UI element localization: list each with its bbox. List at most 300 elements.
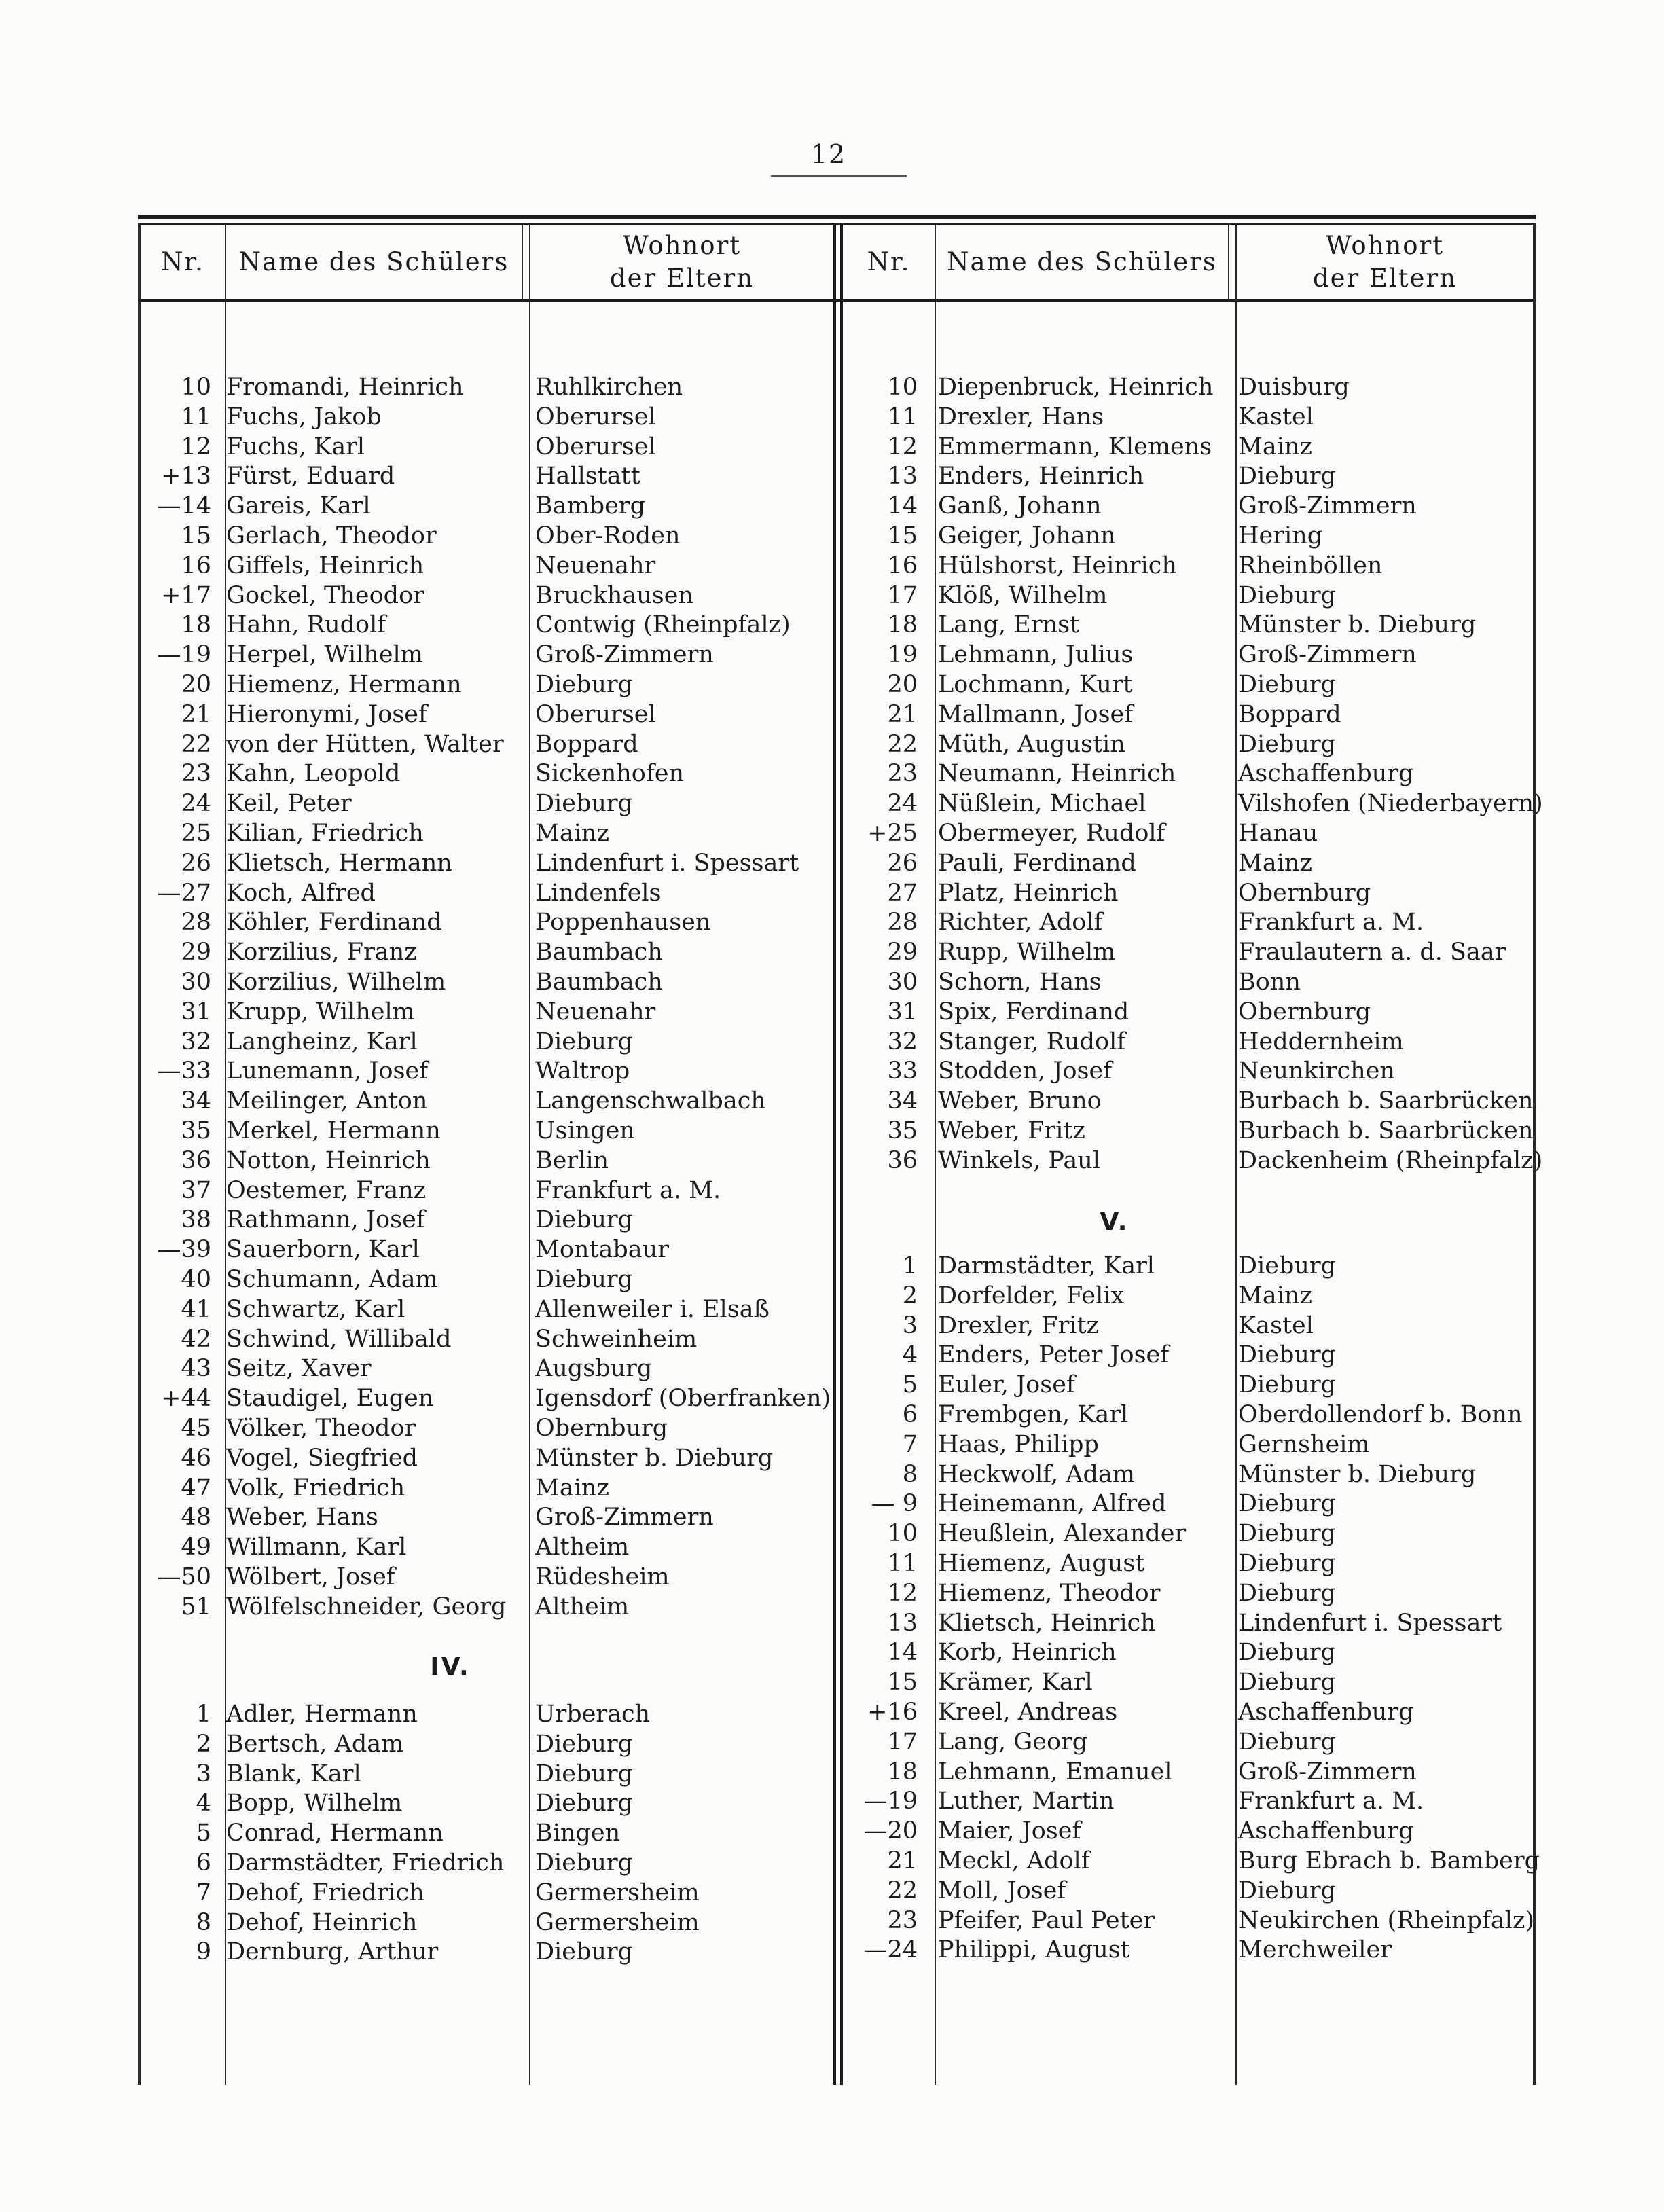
row-number: 32 (887, 1028, 918, 1055)
student-name: Vogel, Siegfried (226, 1444, 418, 1472)
table-row (843, 1667, 1536, 1697)
table-row (138, 1908, 831, 1938)
student-name: Schumann, Adam (226, 1266, 438, 1293)
row-number: +17 (161, 581, 211, 609)
table-row (138, 848, 831, 878)
parents-residence: Ober-Roden (535, 522, 681, 549)
row-number: —14 (157, 492, 211, 520)
student-name: Meilinger, Anton (226, 1087, 428, 1115)
student-name: Drexler, Hans (938, 403, 1104, 431)
row-number: 4 (902, 1341, 918, 1369)
row-number: 22 (887, 730, 918, 758)
table-row (843, 1906, 1536, 1936)
table-row (138, 1699, 831, 1729)
student-name: Korzilius, Franz (226, 939, 417, 966)
table-row (138, 1878, 831, 1908)
parents-residence: Burbach b. Saarbrücken (1238, 1087, 1534, 1115)
parents-residence: Gernsheim (1238, 1430, 1370, 1458)
student-name: Weber, Bruno (938, 1087, 1102, 1115)
table-row (138, 1532, 831, 1562)
student-name: Lehmann, Julius (938, 641, 1134, 669)
row-number: 37 (181, 1176, 211, 1204)
parents-residence: Dieburg (1238, 730, 1337, 758)
parents-residence: Dackenheim (Rheinpfalz) (1238, 1146, 1543, 1174)
parents-residence: Dieburg (1238, 671, 1337, 698)
parents-residence: Altheim (535, 1534, 630, 1561)
table-row (843, 521, 1536, 551)
table-row (138, 1788, 831, 1818)
student-name: Sauerborn, Karl (226, 1236, 420, 1264)
student-name: Seitz, Xaver (226, 1355, 372, 1383)
table-row (843, 640, 1536, 670)
table-row (138, 521, 831, 551)
student-name: Notton, Heinrich (226, 1146, 431, 1174)
row-number: 43 (181, 1355, 211, 1383)
table-row (843, 878, 1536, 908)
parents-residence: Waltrop (535, 1057, 630, 1085)
row-number: +44 (161, 1385, 211, 1413)
parents-residence: Obernburg (535, 1415, 668, 1442)
row-number: 30 (181, 968, 211, 996)
page-number: 12 (810, 139, 847, 169)
table-row (843, 1876, 1536, 1906)
table-row (138, 937, 831, 967)
parents-residence: Vilshofen (Niederbayern) (1238, 790, 1543, 818)
student-name: Krämer, Karl (938, 1669, 1093, 1697)
column-divider (1228, 223, 1229, 302)
row-number: 14 (887, 1639, 918, 1667)
row-number: 21 (181, 700, 211, 728)
parents-residence: Münster b. Dieburg (535, 1444, 774, 1472)
parents-residence: Germersheim (535, 1908, 700, 1936)
parents-residence: Baumbach (535, 939, 663, 966)
student-name: Stanger, Rudolf (938, 1028, 1126, 1055)
parents-residence: Dieburg (1238, 1371, 1337, 1399)
row-number: 35 (887, 1117, 918, 1144)
table-row (138, 581, 831, 611)
row-number: 33 (887, 1057, 918, 1085)
row-number: 6 (902, 1401, 918, 1428)
table-row (138, 1443, 831, 1473)
table-row (843, 1757, 1536, 1787)
parents-residence: Hallstatt (535, 463, 640, 490)
table-row (138, 1848, 831, 1878)
table-row (843, 1637, 1536, 1667)
student-name: Dehof, Heinrich (226, 1908, 418, 1936)
table-row (843, 1400, 1536, 1430)
row-number: 31 (887, 998, 918, 1026)
student-name: Lochmann, Kurt (938, 671, 1133, 698)
table-row (843, 610, 1536, 640)
parents-residence: Groß-Zimmern (1238, 492, 1417, 520)
parents-residence: Kastel (1238, 403, 1314, 431)
table-row (138, 402, 831, 432)
student-name: Neumann, Heinrich (938, 760, 1176, 788)
parents-residence: Neuenahr (535, 551, 656, 579)
table-row (138, 1205, 831, 1235)
student-name: Geiger, Johann (938, 522, 1116, 549)
student-name: Kahn, Leopold (226, 760, 401, 788)
student-name: Meckl, Adolf (938, 1847, 1090, 1874)
row-number: 12 (887, 1579, 918, 1607)
student-name: Weber, Hans (226, 1504, 378, 1531)
student-name: Herpel, Wilhelm (226, 641, 423, 669)
row-number: +13 (161, 463, 211, 490)
parents-residence: Bruckhausen (535, 581, 693, 609)
row-number: 14 (887, 492, 918, 520)
parents-residence: Kastel (1238, 1311, 1314, 1339)
parents-residence: Mainz (1238, 1282, 1312, 1309)
table-row (138, 729, 831, 759)
student-name: Emmermann, Klemens (938, 433, 1212, 460)
row-number: 42 (181, 1325, 211, 1353)
table-row (843, 907, 1536, 937)
student-name: Oestemer, Franz (226, 1176, 427, 1204)
student-name: Obermeyer, Rudolf (938, 820, 1165, 847)
parents-residence: Poppenhausen (535, 909, 711, 937)
parents-residence: Augsburg (535, 1355, 653, 1383)
student-name: Darmstädter, Karl (938, 1252, 1155, 1280)
parents-residence: Contwig (Rheinpfalz) (535, 611, 791, 639)
row-number: 7 (196, 1879, 211, 1906)
row-number: 8 (196, 1908, 211, 1936)
student-name: Stodden, Josef (938, 1057, 1113, 1085)
row-number: 17 (887, 1728, 918, 1756)
table-row (138, 818, 831, 848)
parents-residence: Münster b. Dieburg (1238, 611, 1477, 639)
table-row (138, 461, 831, 491)
student-name: Giffels, Heinrich (226, 551, 424, 579)
student-name: Völker, Theodor (226, 1415, 416, 1442)
parents-residence: Mainz (1238, 849, 1312, 877)
row-number: 2 (196, 1730, 211, 1758)
student-name: Bertsch, Adam (226, 1730, 404, 1758)
row-number: 4 (196, 1790, 211, 1817)
parents-residence: Duisburg (1238, 374, 1350, 401)
row-number: 32 (181, 1028, 211, 1055)
student-name: Weber, Fritz (938, 1117, 1085, 1144)
student-name: Maier, Josef (938, 1817, 1081, 1845)
row-number: 26 (181, 849, 211, 877)
row-number: 9 (196, 1938, 211, 1966)
row-number: —20 (863, 1817, 918, 1845)
row-number: 28 (887, 909, 918, 937)
student-name: Heußlein, Alexander (938, 1520, 1187, 1548)
table-row (138, 878, 831, 908)
parents-residence: Groß-Zimmern (535, 641, 714, 669)
table-row (843, 432, 1536, 462)
row-number: 11 (887, 403, 918, 431)
row-number: —50 (157, 1563, 211, 1591)
table-row (138, 1086, 831, 1116)
student-name: Kilian, Friedrich (226, 820, 424, 847)
row-number: 28 (181, 909, 211, 937)
table-row (138, 997, 831, 1027)
student-name: Nüßlein, Michael (938, 790, 1146, 818)
parents-residence: Burbach b. Saarbrücken (1238, 1117, 1534, 1144)
student-name: Hülshorst, Heinrich (938, 551, 1177, 579)
table-row (138, 1294, 831, 1324)
student-name: Euler, Josef (938, 1371, 1075, 1399)
student-name: Willmann, Karl (226, 1534, 407, 1561)
parents-residence: Langenschwalbach (535, 1087, 766, 1115)
parents-residence: Groß-Zimmern (535, 1504, 714, 1531)
student-name: Philippi, August (938, 1936, 1130, 1964)
student-name: Spix, Ferdinand (938, 998, 1129, 1026)
student-name: Diepenbruck, Heinrich (938, 374, 1214, 401)
student-name: Lang, Ernst (938, 611, 1080, 639)
table-row (843, 1727, 1536, 1757)
table-row (843, 848, 1536, 878)
row-number: 11 (181, 403, 211, 431)
header-name: Name des Schülers (947, 247, 1217, 276)
parents-residence: Montabaur (535, 1236, 669, 1264)
row-number: —27 (157, 879, 211, 907)
table-row (843, 670, 1536, 700)
row-number: 17 (887, 581, 918, 609)
row-number: —39 (157, 1236, 211, 1264)
parents-residence: Neukirchen (Rheinpfalz) (1238, 1906, 1535, 1934)
parents-residence: Lindenfels (535, 879, 662, 907)
student-name: Pfeifer, Paul Peter (938, 1906, 1155, 1934)
student-name: Klietsch, Hermann (226, 849, 452, 877)
table-row (843, 372, 1536, 402)
student-name: Dehof, Friedrich (226, 1879, 424, 1906)
parents-residence: Rheinböllen (1238, 551, 1383, 579)
row-number: 23 (887, 1906, 918, 1934)
table-row (843, 1311, 1536, 1341)
table-row (843, 1459, 1536, 1489)
table-row (138, 1116, 831, 1146)
student-name: Gockel, Theodor (226, 581, 424, 609)
student-name: Koch, Alfred (226, 879, 376, 907)
parents-residence: Neunkirchen (1238, 1057, 1395, 1085)
table-row (138, 491, 831, 521)
row-number: 29 (181, 939, 211, 966)
parents-residence: Obernburg (1238, 998, 1371, 1026)
table-row (138, 788, 831, 818)
parents-residence: Fraulautern a. d. Saar (1238, 939, 1506, 966)
parents-residence: Dieburg (1238, 1728, 1337, 1756)
parents-residence: Mainz (535, 1474, 609, 1502)
parents-residence: Dieburg (1238, 463, 1337, 490)
table-row (843, 1281, 1536, 1311)
table-row (138, 1759, 831, 1789)
parents-residence: Dieburg (1238, 1669, 1337, 1697)
student-name: Richter, Adolf (938, 909, 1103, 937)
student-name: Gareis, Karl (226, 492, 371, 520)
student-name: Fromandi, Heinrich (226, 374, 464, 401)
row-number: 31 (181, 998, 211, 1026)
table-row (138, 372, 831, 402)
parents-residence: Dieburg (1238, 1490, 1337, 1518)
parents-residence: Urberach (535, 1701, 651, 1728)
table-row (843, 1027, 1536, 1057)
parents-residence: Boppard (535, 730, 638, 758)
table-row (138, 640, 831, 670)
student-name: Darmstädter, Friedrich (226, 1849, 505, 1876)
row-number: 49 (181, 1534, 211, 1561)
row-number: 21 (887, 1847, 918, 1874)
row-number: 51 (181, 1593, 211, 1620)
table-row (843, 1846, 1540, 1876)
parents-residence: Bamberg (535, 492, 646, 520)
table-row (138, 1729, 831, 1759)
student-name: Haas, Philipp (938, 1430, 1099, 1458)
student-name: Korb, Heinrich (938, 1639, 1117, 1667)
parents-residence: Aschaffenburg (1238, 760, 1414, 788)
row-number: 34 (887, 1087, 918, 1115)
student-name: Schwartz, Karl (226, 1295, 405, 1323)
table-row (138, 1383, 831, 1413)
row-number: 16 (887, 551, 918, 579)
parents-residence: Ruhlkirchen (535, 374, 683, 401)
row-number: 12 (181, 433, 211, 460)
table-row (843, 1251, 1536, 1281)
row-number: 10 (181, 374, 211, 401)
student-name: Fuchs, Karl (226, 433, 365, 460)
student-name: Pauli, Ferdinand (938, 849, 1136, 877)
student-name: Klöß, Wilhelm (938, 581, 1108, 609)
header-residence: Wohnort der Eltern (609, 230, 755, 293)
row-number: 35 (181, 1117, 211, 1144)
table-row (843, 1056, 1536, 1086)
table-row (843, 788, 1543, 818)
row-number: 1 (902, 1252, 918, 1280)
table-row (138, 759, 831, 788)
row-number: 18 (887, 611, 918, 639)
parents-residence: Groß-Zimmern (1238, 641, 1417, 669)
parents-residence: Neuenahr (535, 998, 656, 1026)
student-name: Bopp, Wilhelm (226, 1790, 403, 1817)
student-name: Frembgen, Karl (938, 1401, 1129, 1428)
student-name: Luther, Martin (938, 1788, 1115, 1815)
row-number: 5 (902, 1371, 918, 1399)
student-name: Dorfelder, Felix (938, 1282, 1125, 1309)
student-name: Heinemann, Alfred (938, 1490, 1167, 1518)
student-name: Krupp, Wilhelm (226, 998, 415, 1026)
row-number: 26 (887, 849, 918, 877)
parents-residence: Obernburg (1238, 879, 1371, 907)
row-number: 38 (181, 1206, 211, 1234)
page-number-rule (771, 175, 907, 177)
student-name: Köhler, Ferdinand (226, 909, 442, 937)
parents-residence: Oberdollendorf b. Bonn (1238, 1401, 1523, 1428)
row-number: 6 (196, 1849, 211, 1876)
table-row (843, 1786, 1536, 1816)
row-number: 15 (887, 522, 918, 549)
table-row (843, 759, 1536, 788)
table-row (843, 997, 1536, 1027)
table-row (138, 551, 831, 581)
student-name: Rathmann, Josef (226, 1206, 425, 1234)
table-row (138, 1413, 831, 1443)
student-name: Schwind, Willibald (226, 1325, 452, 1353)
student-name: Langheinz, Karl (226, 1028, 418, 1055)
student-name: Müth, Augustin (938, 730, 1125, 758)
section-title: V. (1100, 1208, 1129, 1236)
row-number: 22 (887, 1876, 918, 1904)
table-row (843, 1370, 1536, 1400)
student-name: Enders, Peter Josef (938, 1341, 1170, 1369)
parents-residence: Dieburg (535, 671, 634, 698)
student-name: Hiemenz, Theodor (938, 1579, 1161, 1607)
parents-residence: Germersheim (535, 1879, 700, 1906)
student-name: Wölfelschneider, Georg (226, 1593, 507, 1620)
row-number: 13 (887, 463, 918, 490)
parents-residence: Burg Ebrach b. Bamberg (1238, 1847, 1540, 1874)
parents-residence: Igensdorf (Oberfranken) (535, 1385, 831, 1413)
parents-residence: Dieburg (1238, 1341, 1337, 1369)
row-number: 34 (181, 1087, 211, 1115)
header-nr: Nr. (867, 247, 911, 276)
table-row (843, 551, 1536, 581)
student-name: von der Hütten, Walter (226, 730, 504, 758)
student-name: Hiemenz, Hermann (226, 671, 462, 698)
parents-residence: Bingen (535, 1819, 621, 1847)
row-number: +16 (867, 1699, 918, 1726)
student-name: Klietsch, Heinrich (938, 1609, 1156, 1637)
row-number: 45 (181, 1415, 211, 1442)
student-name: Dernburg, Arthur (226, 1938, 439, 1966)
parents-residence: Frankfurt a. M. (1238, 909, 1424, 937)
row-number: 48 (181, 1504, 211, 1531)
table-row (138, 1937, 831, 1967)
row-number: 3 (196, 1760, 211, 1788)
student-name: Lang, Georg (938, 1728, 1088, 1756)
row-number: 30 (887, 968, 918, 996)
parents-residence: Dieburg (535, 1849, 634, 1876)
center-double-rule (833, 223, 836, 2085)
table-row (138, 1265, 831, 1294)
parents-residence: Dieburg (1238, 1252, 1337, 1280)
table-row (843, 491, 1536, 521)
parents-residence: Dieburg (535, 1760, 634, 1788)
table-row (138, 700, 831, 729)
table-row (138, 1473, 831, 1503)
student-name: Wölbert, Josef (226, 1563, 395, 1591)
table-row (138, 1176, 831, 1205)
table-row (138, 1354, 831, 1383)
row-number: 23 (181, 760, 211, 788)
row-number: 21 (887, 700, 918, 728)
table-row (138, 1818, 831, 1848)
table-row (138, 967, 831, 997)
parents-residence: Dieburg (535, 1938, 634, 1966)
row-number: —19 (157, 641, 211, 669)
parents-residence: Allenweiler i. Elsaß (535, 1295, 770, 1323)
row-number: 25 (181, 820, 211, 847)
student-name: Schorn, Hans (938, 968, 1102, 996)
table-row (138, 610, 831, 640)
row-number: 36 (887, 1146, 918, 1174)
parents-residence: Altheim (535, 1593, 630, 1620)
student-name: Conrad, Hermann (226, 1819, 444, 1847)
parents-residence: Groß-Zimmern (1238, 1758, 1417, 1785)
header-name: Name des Schülers (238, 247, 509, 276)
student-name: Gerlach, Theodor (226, 522, 437, 549)
parents-residence: Hering (1238, 522, 1323, 549)
table-row (843, 1935, 1536, 1965)
row-number: 8 (902, 1460, 918, 1488)
student-name: Keil, Peter (226, 790, 352, 818)
student-name: Merkel, Hermann (226, 1117, 441, 1144)
student-name: Rupp, Wilhelm (938, 939, 1116, 966)
parents-residence: Rüdesheim (535, 1563, 670, 1591)
header-residence: Wohnort der Eltern (1312, 230, 1458, 293)
student-name: Volk, Friedrich (226, 1474, 405, 1502)
parents-residence: Oberursel (535, 433, 656, 460)
